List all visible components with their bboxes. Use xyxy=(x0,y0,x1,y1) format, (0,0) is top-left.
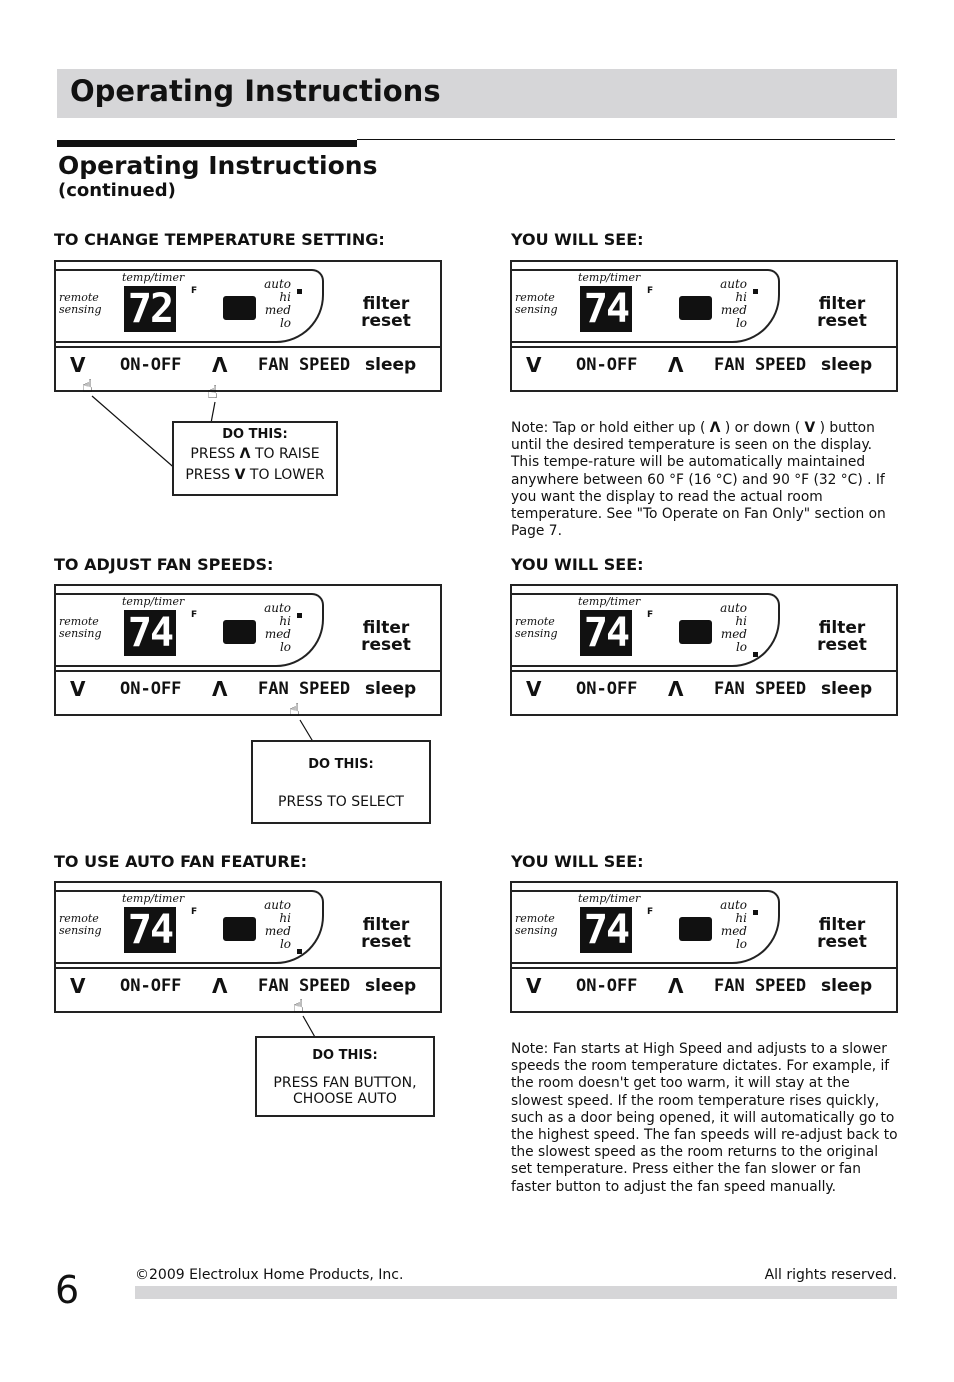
on-off-button[interactable]: ON-OFF xyxy=(120,679,182,699)
row3-right-label: YOU WILL SEE: xyxy=(511,852,644,871)
temp-timer-label: temp/timer xyxy=(578,271,641,284)
down-button[interactable]: V xyxy=(70,353,86,377)
fan-speed-labels: auto hi med lo xyxy=(264,898,291,951)
temperature-display: 74 xyxy=(580,907,632,953)
fan-speed-button[interactable]: FAN SPEED xyxy=(258,679,351,699)
fan-speed-labels: auto hi med lo xyxy=(264,601,291,654)
rights-text: All rights reserved. xyxy=(764,1267,897,1283)
pointing-hand-icon: ☝ xyxy=(293,996,304,1017)
row1-right-label: YOU WILL SEE: xyxy=(511,230,644,249)
up-button[interactable]: Λ xyxy=(212,677,228,701)
section-subtitle: (continued) xyxy=(58,180,176,201)
page-title: Operating Instructions xyxy=(70,74,441,108)
up-button[interactable]: Λ xyxy=(212,353,228,377)
instruction-box: DO THIS: PRESS Λ TO RAISE PRESS V TO LOWER xyxy=(172,421,338,496)
instruction-box: DO THIS: PRESS FAN BUTTON, CHOOSE AUTO xyxy=(255,1036,435,1117)
up-arrow-icon: Λ xyxy=(239,446,251,462)
up-button[interactable]: Λ xyxy=(668,353,684,377)
sleep-button[interactable]: sleep xyxy=(821,679,873,699)
filter-reset-button[interactable]: filter reset xyxy=(361,618,411,655)
filter-reset-button[interactable]: filter reset xyxy=(817,294,867,331)
temperature-display: 74 xyxy=(580,610,632,656)
sleep-button[interactable]: sleep xyxy=(821,355,873,375)
sleep-button[interactable]: sleep xyxy=(821,976,873,996)
down-button[interactable]: V xyxy=(526,974,542,998)
temp-timer-label: temp/timer xyxy=(578,892,641,905)
fan-speed-labels: auto hi med lo xyxy=(264,277,291,330)
up-button[interactable]: Λ xyxy=(668,677,684,701)
on-off-button[interactable]: ON-OFF xyxy=(576,355,638,375)
remote-sensing-label: remote sensing xyxy=(59,291,102,316)
filter-reset-button[interactable]: filter reset xyxy=(361,915,411,952)
down-button[interactable]: V xyxy=(526,677,542,701)
filter-reset-button[interactable]: filter reset xyxy=(817,915,867,952)
fan-speed-button[interactable]: FAN SPEED xyxy=(714,976,807,996)
row3-left-label: TO USE AUTO FAN FEATURE: xyxy=(54,852,308,871)
fan-speed-labels: auto hi med lo xyxy=(720,601,747,654)
remote-sensing-label: remote sensing xyxy=(515,912,558,937)
section-title: Operating Instructions xyxy=(58,151,378,180)
filter-reset-button[interactable]: filter reset xyxy=(817,618,867,655)
temperature-display: 74 xyxy=(580,286,632,332)
sleep-button[interactable]: sleep xyxy=(365,355,417,375)
down-button[interactable]: V xyxy=(526,353,542,377)
fahrenheit-label: F xyxy=(647,286,654,296)
temp-timer-label: temp/timer xyxy=(122,892,185,905)
temp-timer-label: temp/timer xyxy=(122,271,185,284)
instruction-box: DO THIS: PRESS TO SELECT xyxy=(251,740,431,824)
up-button[interactable]: Λ xyxy=(668,974,684,998)
row1-left-label: TO CHANGE TEMPERATURE SETTING: xyxy=(54,230,385,249)
up-button[interactable]: Λ xyxy=(212,974,228,998)
remote-sensing-label: remote sensing xyxy=(59,615,102,640)
on-off-button[interactable]: ON-OFF xyxy=(576,679,638,699)
fan-note: Note: Fan starts at High Speed and adjusts to a slower speeds the room temperature dictates. For example, if the room doesn't get too warm, it will stay at the slowest speed. If the room temperature rises quickly, such as a door being opened, it will automatically go to the highest speed. The fan speeds will re-adjust back to the slowest speed as the room returns to the original set temperature. Press either the fan slower or fan faster button to adjust the fan speed manually. xyxy=(511,1041,898,1195)
temp-timer-label: temp/timer xyxy=(578,595,641,608)
down-arrow-icon: V xyxy=(804,420,816,436)
fan-speed-labels: auto hi med lo xyxy=(720,277,747,330)
page-number: 6 xyxy=(55,1268,80,1312)
pointing-hand-icon: ☝ xyxy=(82,376,93,397)
row2-left-label: TO ADJUST FAN SPEEDS: xyxy=(54,555,274,574)
fan-speed-button[interactable]: FAN SPEED xyxy=(714,355,807,375)
fahrenheit-label: F xyxy=(191,610,198,620)
fahrenheit-label: F xyxy=(647,610,654,620)
fan-speed-button[interactable]: FAN SPEED xyxy=(258,355,351,375)
temp-timer-label: temp/timer xyxy=(122,595,185,608)
fahrenheit-label: F xyxy=(647,907,654,917)
remote-sensing-label: remote sensing xyxy=(59,912,102,937)
filter-reset-button[interactable]: filter reset xyxy=(361,294,411,331)
fahrenheit-label: F xyxy=(191,286,198,296)
fan-speed-button[interactable]: FAN SPEED xyxy=(714,679,807,699)
on-off-button[interactable]: ON-OFF xyxy=(576,976,638,996)
remote-sensing-label: remote sensing xyxy=(515,615,558,640)
fan-speed-button[interactable]: FAN SPEED xyxy=(258,976,351,996)
pointing-hand-icon: ☝ xyxy=(207,382,218,403)
down-button[interactable]: V xyxy=(70,677,86,701)
temperature-note: Note: Tap or hold either up ( Λ ) or down ( V ) button until the desired temperature is seen on the display. This tempe-rature will be automatically maintained anywhere between 60 °F (16 °C) and 90 °F (32 °C) . If you want the display to read the actual room temperature. See "To Operate on Fan Only" section on Page 7. xyxy=(511,420,886,540)
temperature-display: 72 xyxy=(124,286,176,332)
fahrenheit-label: F xyxy=(191,907,198,917)
down-arrow-icon: V xyxy=(234,467,246,483)
fan-speed-labels: auto hi med lo xyxy=(720,898,747,951)
temperature-display: 74 xyxy=(124,610,176,656)
on-off-button[interactable]: ON-OFF xyxy=(120,355,182,375)
remote-sensing-label: remote sensing xyxy=(515,291,558,316)
up-arrow-icon: Λ xyxy=(709,420,721,436)
on-off-button[interactable]: ON-OFF xyxy=(120,976,182,996)
temperature-display: 74 xyxy=(124,907,176,953)
copyright-text: ©2009 Electrolux Home Products, Inc. xyxy=(135,1267,404,1283)
sleep-button[interactable]: sleep xyxy=(365,679,417,699)
footer-bar xyxy=(135,1286,897,1299)
down-button[interactable]: V xyxy=(70,974,86,998)
pointing-hand-icon: ☝ xyxy=(289,700,300,721)
sleep-button[interactable]: sleep xyxy=(365,976,417,996)
row2-right-label: YOU WILL SEE: xyxy=(511,555,644,574)
